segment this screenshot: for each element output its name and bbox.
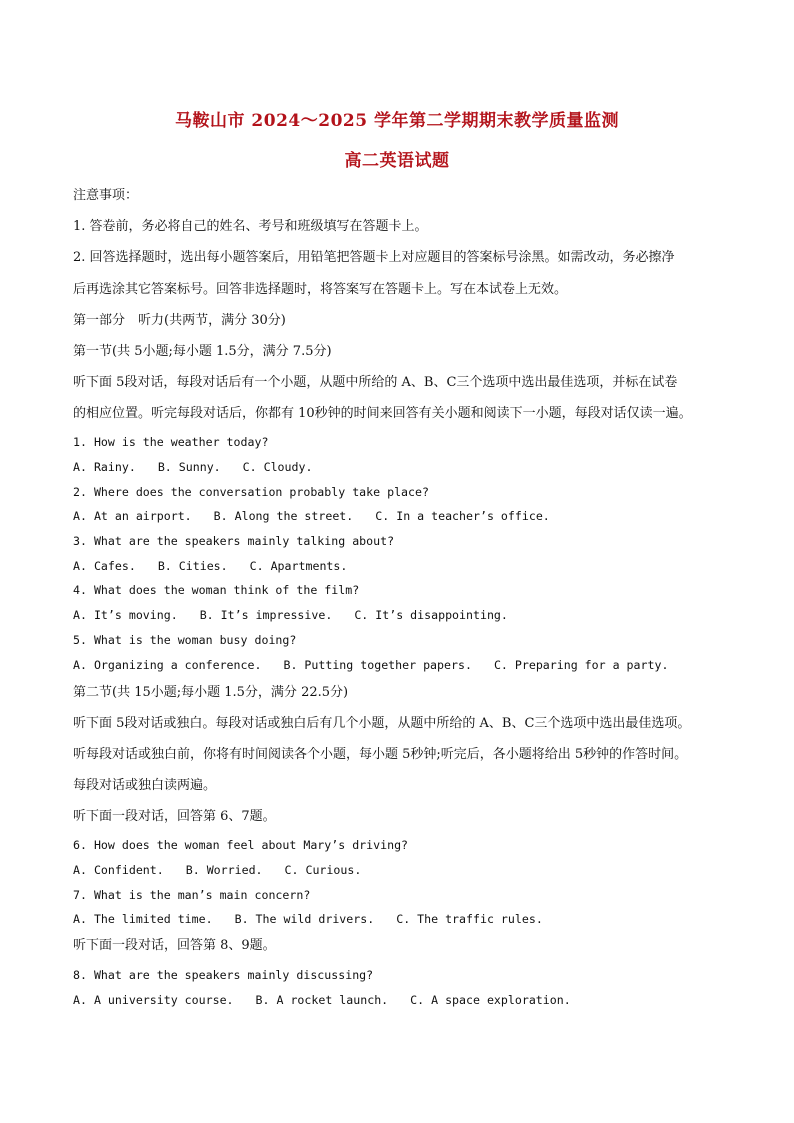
option-b: B. Sunny.	[157, 460, 221, 474]
section-1-instructions-line-1: 听下面 5段对话，每段对话后有一个小题，从题中所给的 A、B、C三个选项中选出最佳选项，并标在试卷	[73, 375, 678, 390]
notice-item-2-line-1: 2. 回答选择题时，选出每小题答案后，用铅笔把答题卡上对应题目的答案标号涂黑。如需改动，务必擦净	[73, 250, 675, 265]
option-c: C. In a teacher’s office.	[375, 509, 550, 523]
question-text: 4. What does the woman think of the film?	[73, 583, 360, 597]
option-a: A. At an airport.	[73, 509, 192, 523]
option-a: A. Cafes.	[73, 559, 136, 573]
question-text: 3. What are the speakers mainly talking about?	[73, 534, 395, 548]
option-c: C. Cloudy.	[242, 460, 313, 474]
notice-item-1: 1. 答卷前，务必将自己的姓名、考号和班级填写在答题卡上。	[73, 219, 428, 234]
part-1-heading: 第一部分 听力(共两节，满分 30分)	[73, 313, 286, 328]
exam-title: 马鞍山市 2024～2025 学年第二学期期末教学质量监测	[175, 111, 619, 131]
question-options	[73, 657, 690, 673]
option-a: A. Confident.	[73, 863, 164, 877]
exam-subtitle: 高二英语试题	[344, 151, 450, 171]
option-c: C. A space exploration.	[410, 993, 571, 1007]
question-options	[73, 508, 572, 524]
option-a: A. Organizing a conference.	[73, 658, 262, 672]
question-options	[73, 558, 369, 574]
option-b: B. Putting together papers.	[283, 658, 472, 672]
option-a: A. Rainy.	[73, 460, 136, 474]
notice-heading: 注意事项：	[73, 188, 139, 203]
question-text: 7. What is the man’s main concern?	[73, 888, 311, 902]
option-c: C. The traffic rules.	[396, 912, 543, 926]
question-text: 5. What is the woman busy doing?	[73, 633, 297, 647]
question-text: 8. What are the speakers mainly discussing?	[73, 968, 374, 982]
question-options	[73, 607, 530, 623]
option-a: A. It’s moving.	[73, 608, 178, 622]
option-c: C. Preparing for a party.	[493, 658, 669, 672]
option-a: A. The limited time.	[73, 912, 213, 926]
option-c: C. Curious.	[284, 863, 362, 877]
option-b: B. Worried.	[185, 863, 263, 877]
question-text: 6. How does the woman feel about Mary’s driving?	[73, 838, 409, 852]
question-options	[73, 459, 334, 475]
option-b: B. Along the street.	[213, 509, 354, 523]
group-1-intro: 听下面一段对话，回答第 6、7题。	[73, 809, 276, 824]
option-b: B. It’s impressive.	[199, 608, 333, 622]
question-options	[73, 911, 565, 927]
section-2-instructions-line-2: 听每段对话或独白前，你将有时间阅读各个小题，每小题 5秒钟;听完后，各小题将给出 5秒钟的作答时间。	[73, 747, 688, 762]
section-2-instructions-line-1: 听下面 5段对话或独白。每段对话或独白后有几个小题，从题中所给的 A、B、C三个选项中选出最佳选项。	[73, 716, 691, 731]
notice-item-2-line-2: 后再选涂其它答案标号。回答非选择题时，将答案写在答题卡上。写在本试卷上无效。	[73, 282, 568, 297]
question-options	[73, 992, 593, 1008]
question-text: 1. How is the weather today?	[73, 435, 269, 449]
option-b: B. A rocket launch.	[255, 993, 389, 1007]
question-text: 2. Where does the conversation probably take place?	[73, 485, 429, 499]
option-a: A. A university course.	[73, 993, 234, 1007]
section-1-instructions-line-2: 的相应位置。听完每段对话后，你都有 10秒钟的时间来回答有关小题和阅读下一小题，每段对话仅读一遍。	[73, 406, 692, 421]
section-1-heading: 第一节(共 5小题;每小题 1.5分，满分 7.5分)	[73, 344, 332, 359]
section-2-heading: 第二节(共 15小题;每小题 1.5分，满分 22.5分)	[73, 685, 349, 700]
option-b: B. The wild drivers.	[234, 912, 375, 926]
option-b: B. Cities.	[157, 559, 228, 573]
section-2-instructions-line-3: 每段对话或独白读两遍。	[73, 778, 217, 793]
question-options	[73, 862, 383, 878]
group-2-intro: 听下面一段对话，回答第 8、9题。	[73, 938, 276, 953]
option-c: C. Apartments.	[249, 559, 348, 573]
option-c: C. It’s disappointing.	[354, 608, 508, 622]
